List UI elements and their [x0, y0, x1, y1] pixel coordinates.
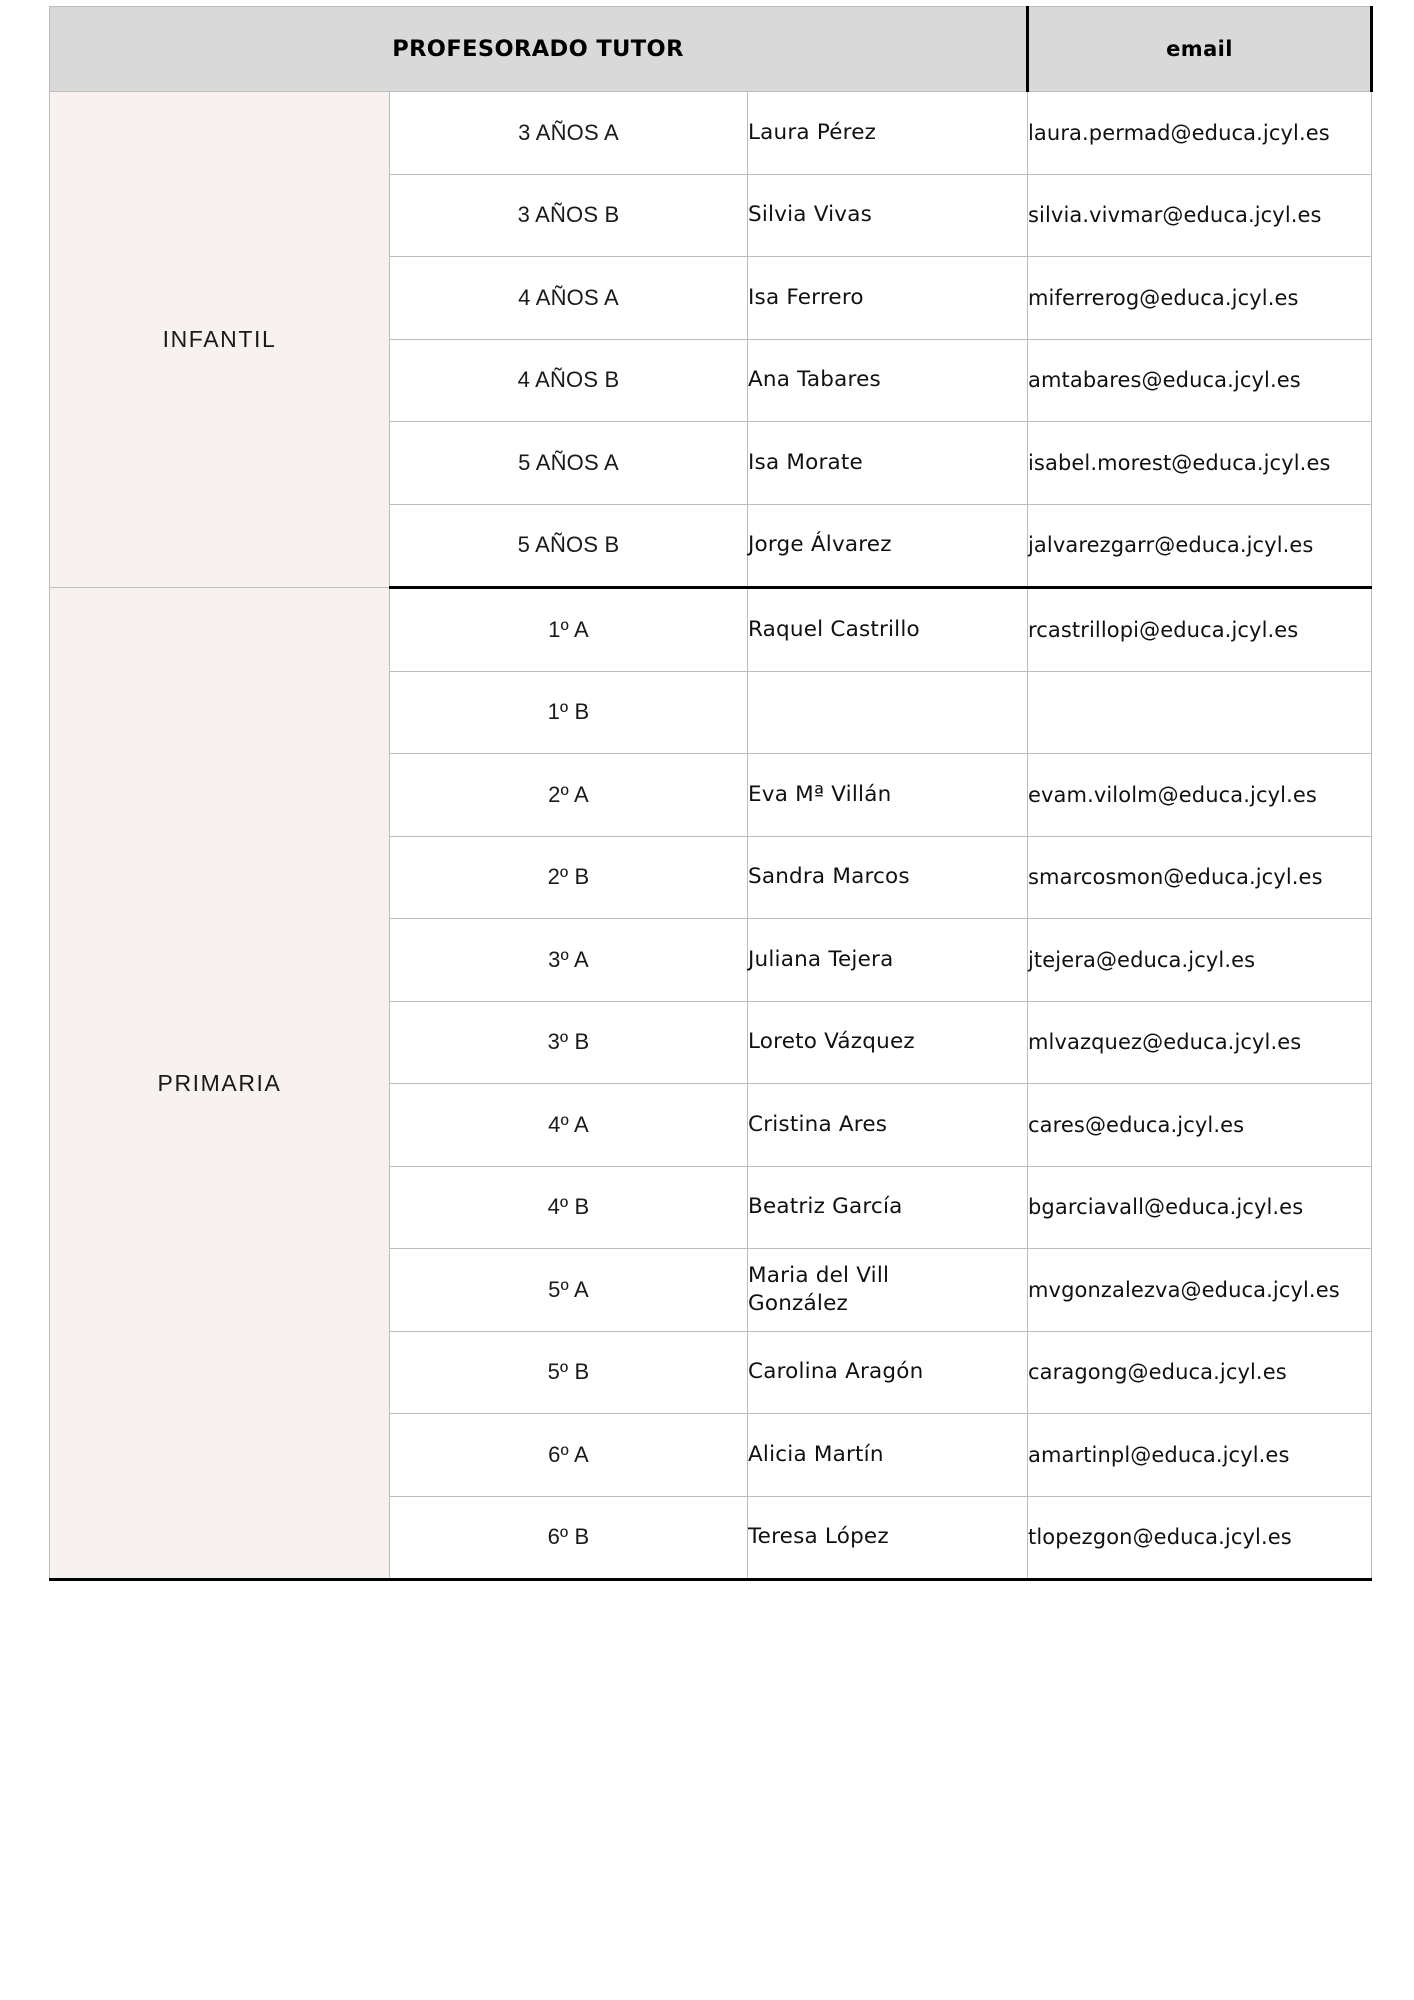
email-cell: caragong@educa.jcyl.es	[1028, 1331, 1372, 1414]
email-cell: miferrerog@educa.jcyl.es	[1028, 257, 1372, 340]
teacher-name-cell: Silvia Vivas	[748, 174, 1028, 257]
tutors-table	[49, 6, 1373, 1581]
grade-cell: 3 AÑOS B	[390, 174, 748, 257]
teacher-name-cell: Isa Ferrero	[748, 257, 1028, 340]
grade-cell: 5º B	[390, 1331, 748, 1414]
email-cell: mvgonzalezva@educa.jcyl.es	[1028, 1249, 1372, 1332]
teacher-name-cell	[748, 1249, 1028, 1332]
email-cell: cares@educa.jcyl.es	[1028, 1084, 1372, 1167]
grade-cell: 6º B	[390, 1496, 748, 1580]
grade-cell: 1º A	[390, 588, 748, 672]
teacher-name-cell: Isa Morate	[748, 422, 1028, 505]
teacher-name-cell: Ana Tabares	[748, 339, 1028, 422]
email-cell: tlopezgon@educa.jcyl.es	[1028, 1496, 1372, 1580]
header-row	[50, 7, 1372, 92]
teacher-name-cell: Cristina Ares	[748, 1084, 1028, 1167]
email-cell: evam.vilolm@educa.jcyl.es	[1028, 754, 1372, 837]
grade-cell: 4º A	[390, 1084, 748, 1167]
grade-cell: 4º B	[390, 1166, 748, 1249]
teacher-name-cell: Alicia Martín	[748, 1414, 1028, 1497]
teacher-name-cell: Laura Pérez	[748, 92, 1028, 175]
teacher-name-line: Maria del Vill	[748, 1263, 890, 1289]
teacher-name-cell: Carolina Aragón	[748, 1331, 1028, 1414]
grade-cell: 4 AÑOS A	[390, 257, 748, 340]
table-header	[50, 7, 1372, 92]
grade-cell: 4 AÑOS B	[390, 339, 748, 422]
email-cell: amtabares@educa.jcyl.es	[1028, 339, 1372, 422]
teacher-name-cell: Raquel Castrillo	[748, 588, 1028, 672]
teacher-name-cell: Teresa López	[748, 1496, 1028, 1580]
teacher-name-cell: Loreto Vázquez	[748, 1001, 1028, 1084]
grade-cell: 2º B	[390, 836, 748, 919]
grade-cell: 3 AÑOS A	[390, 92, 748, 175]
email-cell: bgarciavall@educa.jcyl.es	[1028, 1166, 1372, 1249]
grade-cell: 6º A	[390, 1414, 748, 1497]
email-cell: mlvazquez@educa.jcyl.es	[1028, 1001, 1372, 1084]
grade-cell: 2º A	[390, 754, 748, 837]
teacher-name-cell: Jorge Álvarez	[748, 504, 1028, 588]
email-cell: rcastrillopi@educa.jcyl.es	[1028, 588, 1372, 672]
grade-cell: 5 AÑOS B	[390, 504, 748, 588]
teacher-name-cell: Beatriz García	[748, 1166, 1028, 1249]
teacher-name-cell: Juliana Tejera	[748, 919, 1028, 1002]
teacher-name-cell: Sandra Marcos	[748, 836, 1028, 919]
email-cell: jalvarezgarr@educa.jcyl.es	[1028, 504, 1372, 588]
grade-cell: 3º A	[390, 919, 748, 1002]
email-cell: isabel.morest@educa.jcyl.es	[1028, 422, 1372, 505]
email-cell: jtejera@educa.jcyl.es	[1028, 919, 1372, 1002]
grade-cell: 5 AÑOS A	[390, 422, 748, 505]
table-row	[50, 92, 1372, 175]
header-profesorado-tutor: PROFESORADO TUTOR	[50, 7, 1028, 92]
email-cell: silvia.vivmar@educa.jcyl.es	[1028, 174, 1372, 257]
email-cell: amartinpl@educa.jcyl.es	[1028, 1414, 1372, 1497]
email-cell: smarcosmon@educa.jcyl.es	[1028, 836, 1372, 919]
email-cell	[1028, 671, 1372, 754]
table-body	[50, 92, 1372, 1580]
teacher-name-line: González	[748, 1290, 848, 1316]
table-row	[50, 588, 1372, 672]
email-cell: laura.permad@educa.jcyl.es	[1028, 92, 1372, 175]
grade-cell: 1º B	[390, 671, 748, 754]
grade-cell: 3º B	[390, 1001, 748, 1084]
section-label-primaria: PRIMARIA	[50, 588, 390, 1580]
section-label-infantil: INFANTIL	[50, 92, 390, 588]
teacher-name-cell	[748, 671, 1028, 754]
teacher-name-cell: Eva Mª Villán	[748, 754, 1028, 837]
grade-cell: 5º A	[390, 1249, 748, 1332]
header-email: email	[1028, 7, 1372, 92]
